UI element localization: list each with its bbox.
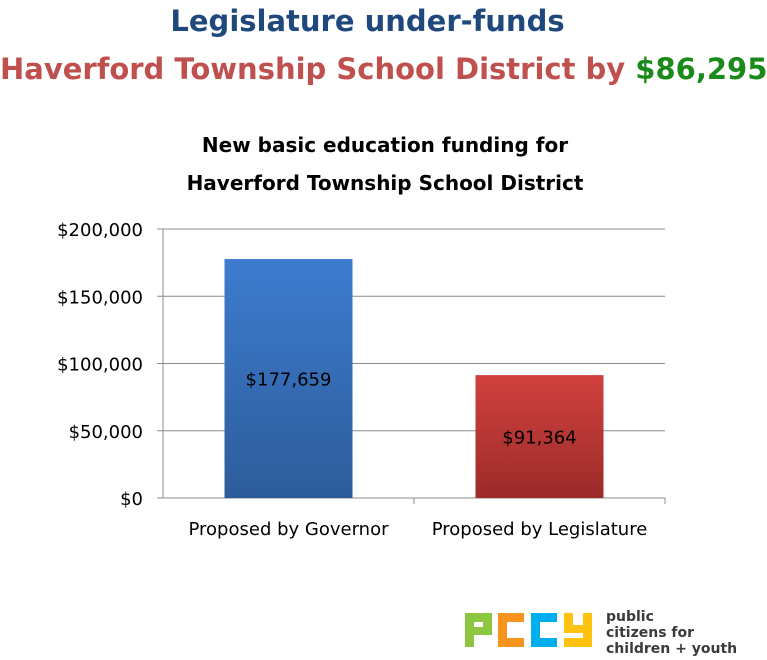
data-label: $177,659 [245,369,332,391]
chart-title-line-1: New basic education funding for [201,133,569,157]
headline-shortfall-amount: $86,295 [635,52,767,86]
x-category-label: Proposed by Legislature [431,519,648,540]
headline-district-text: Haverford Township School District by [0,52,636,86]
pccy-logo-mark [463,607,598,651]
pccy-logo-text [606,609,737,657]
y-tick-label: $100,000 [57,354,143,376]
y-tick-label: $150,000 [57,287,143,309]
pccy-logo [463,607,738,657]
data-label: $91,364 [502,427,577,449]
headline-line-1: Legislature under-funds [170,4,565,38]
logo-line-1: public [606,609,654,625]
chart-title-line-2: Haverford Township School District [186,171,584,195]
y-tick-label: $50,000 [68,421,143,443]
y-tick-label: $0 [120,489,143,510]
y-tick-label: $200,000 [57,220,143,241]
x-category-label: Proposed by Governor [188,519,389,540]
plot-area [57,220,665,540]
logo-line-3: children + youth [606,641,738,657]
logo-line-2: citizens for [606,625,695,641]
